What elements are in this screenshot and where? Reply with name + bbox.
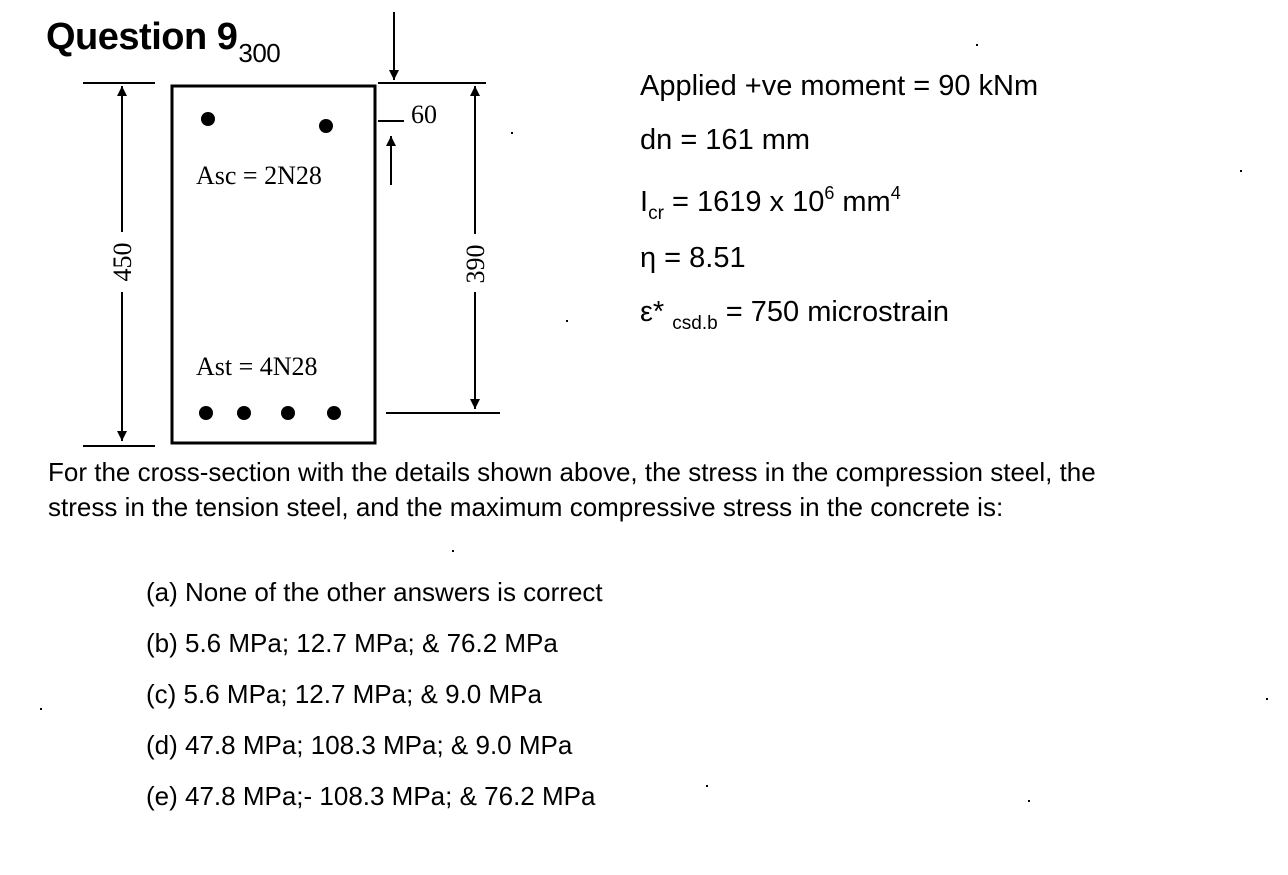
- dimension-450-label: 450: [108, 242, 137, 282]
- scan-speck: [511, 132, 513, 134]
- tension-bar: [237, 406, 251, 420]
- icr-symbol: I: [640, 186, 649, 218]
- question-title-text: Question 9: [46, 16, 238, 58]
- icr-unit-exponent: 4: [890, 183, 901, 203]
- tension-bar: [281, 406, 295, 420]
- scan-speck: [976, 44, 978, 46]
- icr-exponent: 6: [824, 183, 835, 203]
- question-prompt: For the cross-section with the details shown above, the stress in the compression steel, the stress in the tension steel, and the maximum compressive stress in the concrete is:: [48, 457, 1096, 522]
- scan-speck: [1028, 800, 1030, 802]
- scan-speck: [1240, 170, 1242, 172]
- given-moment: Applied +ve moment = 90 kNm: [640, 70, 1039, 102]
- scan-speck: [452, 550, 454, 552]
- dimension-60-label: 60: [411, 100, 437, 129]
- epsilon-symbol: ε*: [640, 296, 665, 328]
- option-d: (d) 47.8 MPa; 108.3 MPa; & 9.0 MPa: [146, 730, 573, 760]
- option-a: (a) None of the other answers is correct: [146, 577, 603, 607]
- beam-section-outline: [172, 86, 375, 443]
- option-b: (b) 5.6 MPa; 12.7 MPa; & 76.2 MPa: [146, 628, 558, 658]
- tension-bar: [199, 406, 213, 420]
- compression-steel-label: Asc = 2N28: [196, 161, 322, 190]
- epsilon-value: = 750 microstrain: [717, 296, 949, 328]
- scan-speck: [566, 320, 568, 322]
- scan-speck: [40, 708, 42, 710]
- option-c: (c) 5.6 MPa; 12.7 MPa; & 9.0 MPa: [146, 679, 542, 709]
- tension-steel-label: Ast = 4N28: [196, 352, 318, 381]
- compression-bar: [319, 119, 333, 133]
- question-number-subscript: 300: [238, 38, 281, 68]
- option-e: (e) 47.8 MPa;- 108.3 MPa; & 76.2 MPa: [146, 781, 596, 811]
- tension-bar: [327, 406, 341, 420]
- dimension-390-label: 390: [461, 244, 490, 284]
- epsilon-subscript: csd.b: [672, 313, 718, 334]
- given-eta: η = 8.51: [640, 242, 746, 274]
- given-dn: dn = 161 mm: [640, 124, 811, 156]
- icr-unit: mm: [834, 186, 891, 218]
- scan-speck: [706, 785, 708, 787]
- icr-subscript: cr: [648, 203, 664, 224]
- scan-speck: [1266, 698, 1268, 700]
- compression-bar: [201, 112, 215, 126]
- given-epsilon: [640, 296, 949, 335]
- given-icr: [640, 183, 901, 225]
- icr-value: = 1619 x 10: [663, 186, 825, 218]
